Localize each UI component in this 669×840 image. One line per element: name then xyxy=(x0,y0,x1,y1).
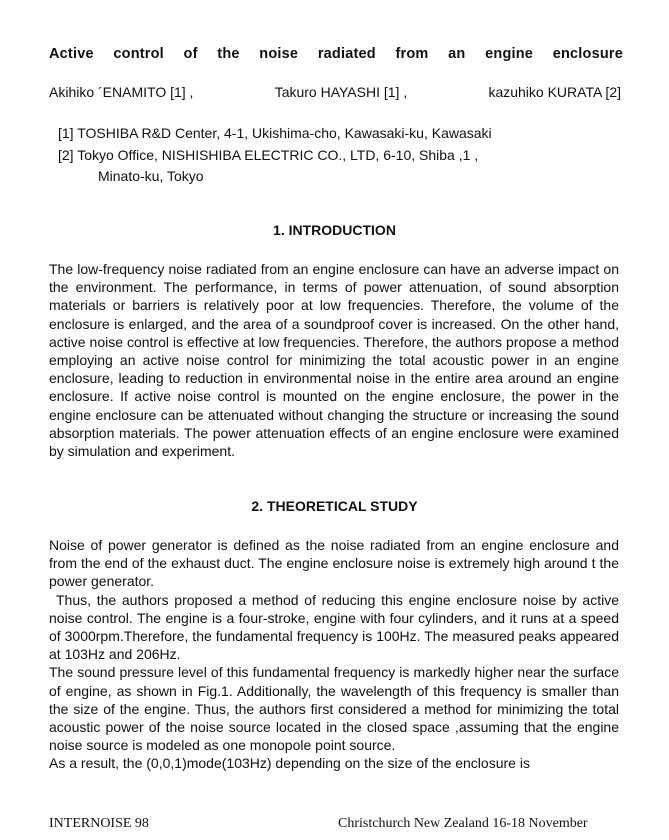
paragraph: The sound pressure level of this fundamental frequency is markedly higher near the surface of engine, as shown in Fig.1. Additionally, the wavelength of this frequency is smaller than the size of the engine. Thus, the authors first considered a method for minimizing the total acoustic power of the noise source located in the closed space ,assuming that the engine noise source is modeled as one monopole point source. xyxy=(49,664,619,754)
affiliation-toshiba: [1] TOSHIBA R&D Center, 4-1, Ukishima-cho, Kawasaki-ku, Kawasaki xyxy=(58,125,492,141)
paragraph: Thus, the authors proposed a method of reducing this engine enclosure noise by active noise control. The engine is a four-stroke, engine with four cylinders, and it runs at a speed of 3000rpm.Therefore, the fundamental frequency is 100Hz. The measured peaks appeared at 103Hz and 206Hz. xyxy=(49,591,619,663)
section-heading-theoretical-study: 2. THEORETICAL STUDY xyxy=(251,498,418,514)
author-list xyxy=(49,84,621,100)
affiliation-nishishiba-continued: Minato-ku, Tokyo xyxy=(98,168,204,184)
section-heading-introduction: 1. INTRODUCTION xyxy=(273,222,396,238)
footer-location-date: Christchurch New Zealand 16-18 November xyxy=(338,816,588,831)
paragraph: The low-frequency noise radiated from an engine enclosure can have an adverse impact on the environment. The performance, in terms of power attenuation, of sound absorption materials or barriers is relatively poor at low frequencies. Therefore, the volume of the enclosure is enlarged, and the area of a soundproof cover is increased. On the other hand, active noise control is effective at low frequencies. Therefore, the authors propose a method employing an active noise control for minimizing the total acoustic power in an engine enclosure, leading to reduction in environmental noise in the entire area around an engine enclosure. If active noise control is mounted on the engine enclosure, the power in the engine enclosure can be attenuated without changing the structure or increasing the sound absorption materials. The power attenuation effects of an engine enclosure were examined by simulation and experiment. xyxy=(49,261,619,460)
affiliation-nishishiba: [2] Tokyo Office, NISHISHIBA ELECTRIC CO., LTD, 6-10, Shiba ,1 , xyxy=(58,146,479,163)
paper-title: Active control of the noise radiated from an engine enclosure xyxy=(49,46,623,62)
footer-conference: INTERNOISE 98 xyxy=(49,816,149,831)
paragraph: Noise of power generator is defined as the noise radiated from an engine enclosure and from the end of the exhaust duct. The engine enclosure noise is extremely high around t the power generator. xyxy=(49,537,619,590)
paragraph: As a result, the (0,0,1)mode(103Hz) depending on the size of the enclosure is xyxy=(49,755,530,772)
author-hayashi: Takuro HAYASHI [1] , xyxy=(274,84,408,100)
affiliations xyxy=(58,123,618,188)
section-body-theoretical-study xyxy=(49,536,619,773)
section-body-introduction xyxy=(49,260,619,460)
author-kurata: kazuhiko KURATA [2] xyxy=(488,84,621,100)
author-enamito: Akihiko ´ENAMITO [1] , xyxy=(49,84,194,100)
